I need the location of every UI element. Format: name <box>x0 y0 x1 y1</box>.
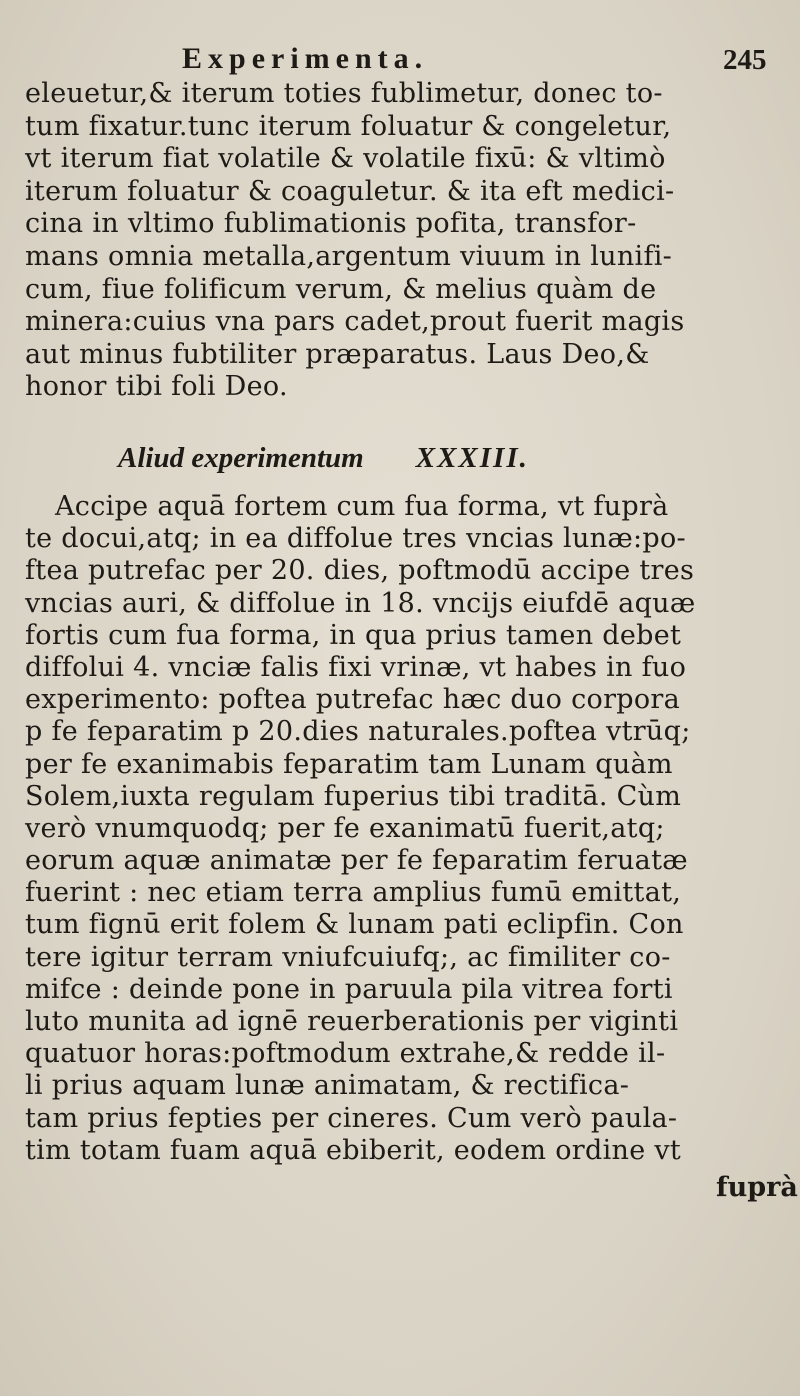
text-line: eleuetur,& iterum toties fublimetur, donec to- <box>25 78 663 109</box>
running-head: Experimenta. <box>182 42 429 75</box>
text-line: quatuor horas:poftmodum extrahe,& redde il- <box>25 1038 666 1070</box>
text-line: diffolui 4. vnciæ falis fixi vrinæ, vt habes in fuo <box>25 651 687 683</box>
text-line: minera:cuius vna pars cadet,prout fuerit magis <box>25 306 685 338</box>
page-header <box>0 42 800 76</box>
text-line: mifce : deinde pone in paruula pila vitrea forti <box>25 973 673 1005</box>
page-number: 245 <box>723 44 767 76</box>
text-line: vncias auri, & diffolue in 18. vncijs eiufdē aquæ <box>25 587 696 619</box>
text-line: Solem,iuxta regulam fuperius tibi traditā. Cùm <box>25 780 682 812</box>
catchword: fuprà <box>716 1172 798 1203</box>
text-line: tum fixatur.tunc iterum foluatur & congeletur, <box>25 110 672 142</box>
text-line: eorum aquæ animatæ per fe feparatim feruatæ <box>25 845 688 877</box>
text-line: Accipe aquā fortem cum fua forma, vt fuprà <box>55 491 669 522</box>
text-line: tere igitur terram vniufcuiufq;, ac fimiliter co- <box>25 941 671 973</box>
text-line: verò vnumquodq; per fe exanimatū fuerit,atq; <box>25 812 665 844</box>
text-line: ftea putrefac per 20. dies, poftmodū accipe tres <box>25 555 695 587</box>
text-line: luto munita ad ignē reuerberationis per viginti <box>25 1006 679 1037</box>
paragraph-2 <box>25 491 800 1167</box>
text-line: tam prius fepties per cineres. Cum verò paula- <box>25 1102 678 1134</box>
text-line: te docui,atq; in ea diffolue tres vncias lunæ:po- <box>25 523 686 555</box>
paragraph-1 <box>25 78 800 404</box>
text-line: cina in vltimo fublimationis pofita, transfor- <box>25 208 637 240</box>
section-number: XXXIII. <box>415 442 529 474</box>
section-heading <box>118 442 529 475</box>
text-line: li prius aquam lunæ animatam, & rectifica- <box>25 1070 630 1102</box>
text-line: honor tibi foli Deo. <box>25 371 288 403</box>
section-title: Aliud experimentum <box>118 442 364 474</box>
text-line: aut minus fubtiliter præparatus. Laus Deo,& <box>25 338 650 370</box>
text-line: mans omnia metalla,argentum viuum in lunifi- <box>25 240 673 272</box>
text-line: tum fignū erit folem & lunam pati eclipfin. Con <box>25 909 684 941</box>
text-line: fuerint : nec etiam terra amplius fumū emittat, <box>25 877 682 909</box>
text-line: experimento: poftea putrefac hæc duo corpora <box>25 684 681 716</box>
text-line: per fe exanimabis feparatim tam Lunam quàm <box>25 748 673 780</box>
text-line: fortis cum fua forma, in qua prius tamen debet <box>25 619 682 651</box>
text-line: iterum foluatur & coaguletur. & ita eft medici- <box>25 175 675 207</box>
text-line: cum, fiue folificum verum, & melius quàm de <box>25 273 657 305</box>
text-line: vt iterum fiat volatile & volatile fixū: & vltimò <box>25 143 666 175</box>
text-line: p fe feparatim p 20.dies naturales.poftea vtrūq; <box>25 716 691 748</box>
text-line: tim totam fuam aquā ebiberit, eodem ordine vt <box>25 1134 682 1166</box>
